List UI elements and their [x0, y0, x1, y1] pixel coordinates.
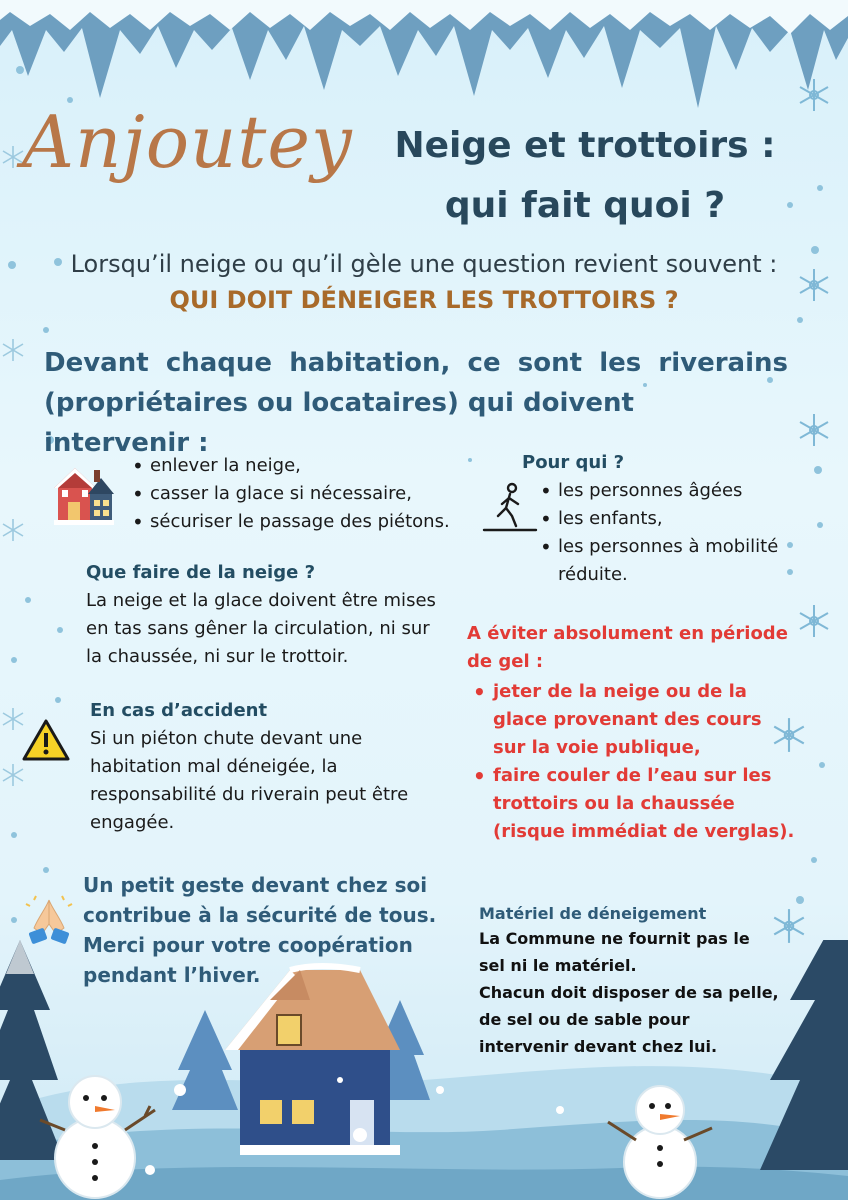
- intro-question: Lorsqu’il neige ou qu’il gèle une question revient souvent :: [70, 250, 778, 278]
- eviter-title: A éviter absolument en période de gel :: [467, 623, 788, 672]
- list-item: • jeter de la neige ou de la glace provenant des cours sur la voie publique,: [467, 678, 797, 762]
- list-item: • casser la glace si nécessaire,: [130, 480, 470, 508]
- que-faire-title: Que faire de la neige ?: [86, 562, 316, 583]
- praying-hands-icon: [24, 894, 74, 946]
- geste-line-4: pendant l’hiver.: [83, 963, 261, 987]
- que-faire-text: La neige et la glace doivent être mises en tas sans gêner la circulation, ni sur la chaussée, ni sur le trottoir.: [86, 590, 436, 667]
- logo: Anjoutey: [22, 100, 353, 184]
- list-item: • les personnes à mobilité réduite.: [538, 533, 788, 589]
- materiel-line-1: La Commune ne fournit pas le: [479, 929, 750, 948]
- materiel-line-5: intervenir devant chez lui.: [479, 1037, 718, 1056]
- geste-line-2: contribue à la sécurité de tous.: [83, 903, 437, 927]
- tasks-list: [130, 452, 470, 536]
- list-item: • enlever la neige,: [130, 452, 470, 480]
- accident-title: En cas d’accident: [90, 700, 268, 721]
- pour-qui-list: [538, 477, 788, 589]
- list-item: • faire couler de l’eau sur les trottoirs ou la chaussée (risque immédiat de verglas).: [467, 762, 797, 846]
- que-faire-section: [86, 562, 446, 671]
- snowflake-icon: [796, 603, 832, 639]
- list-item: • les enfants,: [538, 505, 788, 533]
- snowflake-icon: [0, 762, 26, 788]
- geste-line-1: Un petit geste devant chez soi: [83, 873, 428, 897]
- title-line-1: Neige et trottoirs :: [394, 125, 776, 166]
- materiel-line-4: de sel ou de sable pour: [479, 1010, 690, 1029]
- eviter-section: [467, 620, 797, 846]
- page-title: [380, 120, 790, 232]
- main-heading-line-1: Devant chaque habitation, ce sont les riverains: [44, 348, 788, 378]
- eviter-list: [467, 678, 797, 846]
- title-line-2: qui fait quoi ?: [444, 185, 726, 226]
- house-icon: [50, 462, 116, 526]
- materiel-line-2: sel ni le matériel.: [479, 956, 637, 975]
- pedestrian-icon: [482, 482, 538, 534]
- geste-line-3: Merci pour votre coopération: [83, 933, 413, 957]
- accident-text: Si un piéton chute devant une habitation mal déneigée, la responsabilité du riverain peut être engagée.: [90, 728, 409, 833]
- materiel-title: Matériel de déneigement: [479, 904, 707, 923]
- warning-icon: [22, 718, 70, 762]
- snowflake-icon: [0, 337, 26, 363]
- main-heading: [44, 343, 788, 463]
- intro-highlight: QUI DOIT DÉNEIGER LES TROTTOIRS ?: [169, 286, 679, 314]
- snowy-cottage: [225, 966, 400, 1155]
- accident-section: [90, 700, 450, 837]
- snowflake-icon: [796, 412, 832, 448]
- materiel-line-3: Chacun doit disposer de sa pelle,: [479, 983, 779, 1002]
- pour-qui-title: Pour qui ?: [522, 452, 625, 473]
- main-heading-line-2: (propriétaires ou locataires) qui doivent intervenir :: [44, 388, 634, 458]
- list-item: • sécuriser le passage des piétons.: [130, 508, 470, 536]
- winter-scene: [0, 940, 848, 1200]
- list-item: • les personnes âgées: [538, 477, 788, 505]
- snowflake-icon: [0, 517, 26, 543]
- snowflake-icon: [796, 77, 832, 113]
